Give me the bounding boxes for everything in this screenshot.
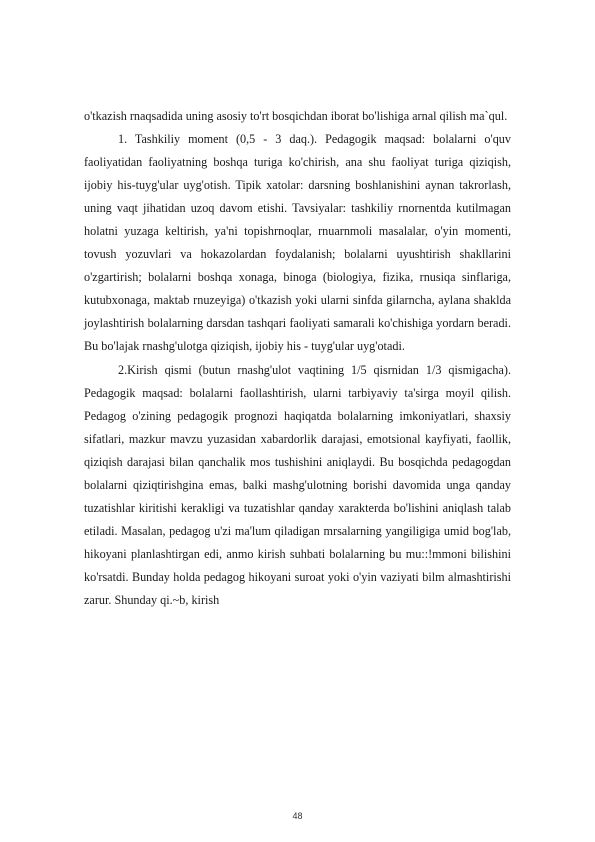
paragraph-organizational-moment: 1. Tashkiliy moment (0,5 - 3 daq.). Pedagogik maqsad: bolalarni o'quv faoliyatidan faoliyatning boshqa turiga ko'chirish, ana shu faoliyat turiga qiziqish, ijobiy his-tuyg'ular uyg'otish. Tipik xatolar: darsning boshlanishini aynan takrorlash, uning vaqt jihatidan uzoq davom etishi. Tavsiyalar: tashkiliy rnornentda kutilmagan holatni yuzaga keltirish, ya'ni topishrnoqlar, rnuarnmoli masalalar, o'yin momenti, tovush yozuvlari va hokazolardan foydalanish; bolalarni uyushtirish shakllarini o'zgartirish; bolalarni boshqa xonaga, binoga (biologiya, fizika, rnusiqa sinflariga, kutubxonaga, maktab rnuzeyiga) o'tkazish yoki ularni sinfda gilarncha, aylana shaklda joylashtirish bolalarning darsdan tashqari faoliyati samarali ko'chishiga yordarn beradi. Bu bo'lajak rnashg'ulotga qiziqish, ijobiy his - tuyg'ular uyg'otadi. — [84, 132, 511, 354]
paragraph-continuation: o'tkazish rnaqsadida uning asosiy to'rt bosqichdan iborat bo'lishiga arnal qilish ma`qul. — [84, 109, 508, 123]
document-body — [84, 105, 511, 612]
paragraph-introduction-part: 2.Kirish qismi (butun rnashg'ulot vaqtining 1/5 qisrnidan 1/3 qismigacha). Pedagogik maqsad: bolalarni faollashtirish, ularni tarbiyaviy ta'sirga moyil qilish. Pedagog o'zining pedagogik prognozi haqiqatda bolalarning imkoniyatlari, shaxsiy sifatlari, mazkur mavzu yuzasidan xabardorlik darajasi, emotsional kayfiyati, faollik, qiziqish darajasi bilan qanchalik mos tushishini aniqlaydi. Bu bosqichda pedagogdan bolalarni qiziqtirishgina emas, balki mashg'ulotning borishi davomida unga qanday tuzatishlar kiritishi kerakligi va tuzatishlar qanday xarakterda bo'lishini aniqlash talab etiladi. Masalan, pedagog u'zi ma'lum qiladigan mrsalarning yangiligiga umid bog'lab, hikoyani planlashtirgan edi, anmo kirish suhbati bolalarning bu mu::!mmoni bilishini ko'rsatdi. Bunday holda pedagog hikoyani suroat yoki o'yin vaziyati bilm almashtirishi zarur. Shunday qi.~b, kirish — [84, 362, 511, 607]
page-number: 48 — [292, 811, 303, 821]
